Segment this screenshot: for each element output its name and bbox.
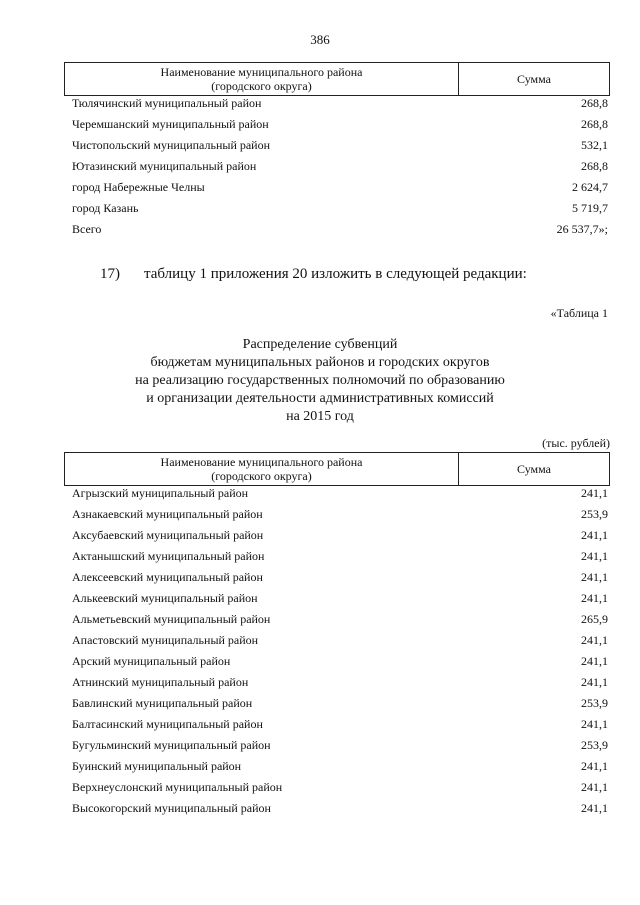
row-value: 5 719,7 [572,201,608,215]
paragraph-number: 17) [100,266,120,282]
main-table-header-sum: Сумма [517,461,551,476]
main-table-header-name [65,453,459,485]
row-value: 532,1 [581,138,608,152]
units-label: (тыс. рублей) [542,436,610,450]
row-name: Атнинский муниципальный район [72,675,249,689]
top-table-header-name [65,63,459,95]
table-row [72,756,608,777]
row-value: 253,9 [581,696,608,710]
main-table-body [72,483,608,819]
row-name: Балтасинский муниципальный район [72,717,263,731]
table-row [72,546,608,567]
title-line: Распределение субвенций [242,337,398,352]
main-table-header-name-line: Наименование муниципального района [160,455,363,469]
table-row [72,525,608,546]
row-name: Ютазинский муниципальный район [72,159,257,173]
main-table-header [64,452,610,486]
row-name: Бавлинский муниципальный район [72,696,253,710]
row-name: Тюлячинский муниципальный район [72,96,262,110]
row-value: 268,8 [581,96,608,110]
top-table-header-sum: Сумма [517,71,551,86]
table-row [72,693,608,714]
table-row [72,777,608,798]
paragraph-17 [100,266,527,283]
row-value: 253,9 [581,507,608,521]
table-row [72,798,608,819]
table-reference: «Таблица 1 [550,306,608,320]
row-value: 241,1 [581,717,608,731]
table-row [72,588,608,609]
table-row [72,735,608,756]
table-row [72,114,608,135]
table-row [72,609,608,630]
row-value: 241,1 [581,759,608,773]
row-name: Бугульминский муниципальный район [72,738,271,752]
document-title [0,336,640,426]
row-value: 26 537,7»; [556,222,608,236]
row-value: 265,9 [581,612,608,626]
paragraph-text: таблицу 1 приложения 20 изложить в следующей редакции: [144,266,527,282]
row-name: город Набережные Челны [72,180,205,194]
row-name: Высокогорский муниципальный район [72,801,271,815]
top-table-header [64,62,610,96]
table-row [72,504,608,525]
row-name: Агрызский муниципальный район [72,486,249,500]
row-name: Чистопольский муниципальный район [72,138,271,152]
main-table-header-name-line: (городского округа) [211,469,312,483]
row-name: город Казань [72,201,139,215]
row-name: Актанышский муниципальный район [72,549,265,563]
row-name: Алькеевский муниципальный район [72,591,258,605]
table-row [72,219,608,240]
top-table-body [72,93,608,240]
row-name: Арский муниципальный район [72,654,231,668]
row-value: 268,8 [581,159,608,173]
title-line: и организации деятельности административных комиссий [146,391,494,406]
table-row [72,177,608,198]
table-row [72,630,608,651]
table-row [72,156,608,177]
table-row [72,135,608,156]
row-value: 2 624,7 [572,180,608,194]
row-value: 241,1 [581,591,608,605]
row-value: 241,1 [581,675,608,689]
row-name: Верхнеуслонский муниципальный район [72,780,283,794]
row-name: Буинский муниципальный район [72,759,242,773]
table-row [72,714,608,735]
page-number: 386 [310,32,330,47]
top-table-header-name-line: (городского округа) [211,79,312,93]
table-row [72,651,608,672]
row-name: Алексеевский муниципальный район [72,570,263,584]
row-value: 241,1 [581,780,608,794]
row-value: 241,1 [581,570,608,584]
top-table-header-name-line: Наименование муниципального района [160,65,363,79]
table-row [72,483,608,504]
row-value: 241,1 [581,528,608,542]
title-line: бюджетам муниципальных районов и городских округов [150,355,490,370]
title-line: на 2015 год [286,409,354,424]
row-value: 241,1 [581,654,608,668]
table-row [72,672,608,693]
row-value: 268,8 [581,117,608,131]
row-value: 241,1 [581,549,608,563]
title-line: на реализацию государственных полномочий по образованию [135,373,505,388]
row-name: Альметьевский муниципальный район [72,612,271,626]
row-value: 253,9 [581,738,608,752]
table-row [72,93,608,114]
row-name: Всего [72,222,102,236]
row-value: 241,1 [581,486,608,500]
table-row [72,567,608,588]
row-value: 241,1 [581,801,608,815]
table-row [72,198,608,219]
row-value: 241,1 [581,633,608,647]
row-name: Черемшанский муниципальный район [72,117,269,131]
row-name: Азнакаевский муниципальный район [72,507,263,521]
row-name: Аксубаевский муниципальный район [72,528,264,542]
row-name: Апастовский муниципальный район [72,633,259,647]
